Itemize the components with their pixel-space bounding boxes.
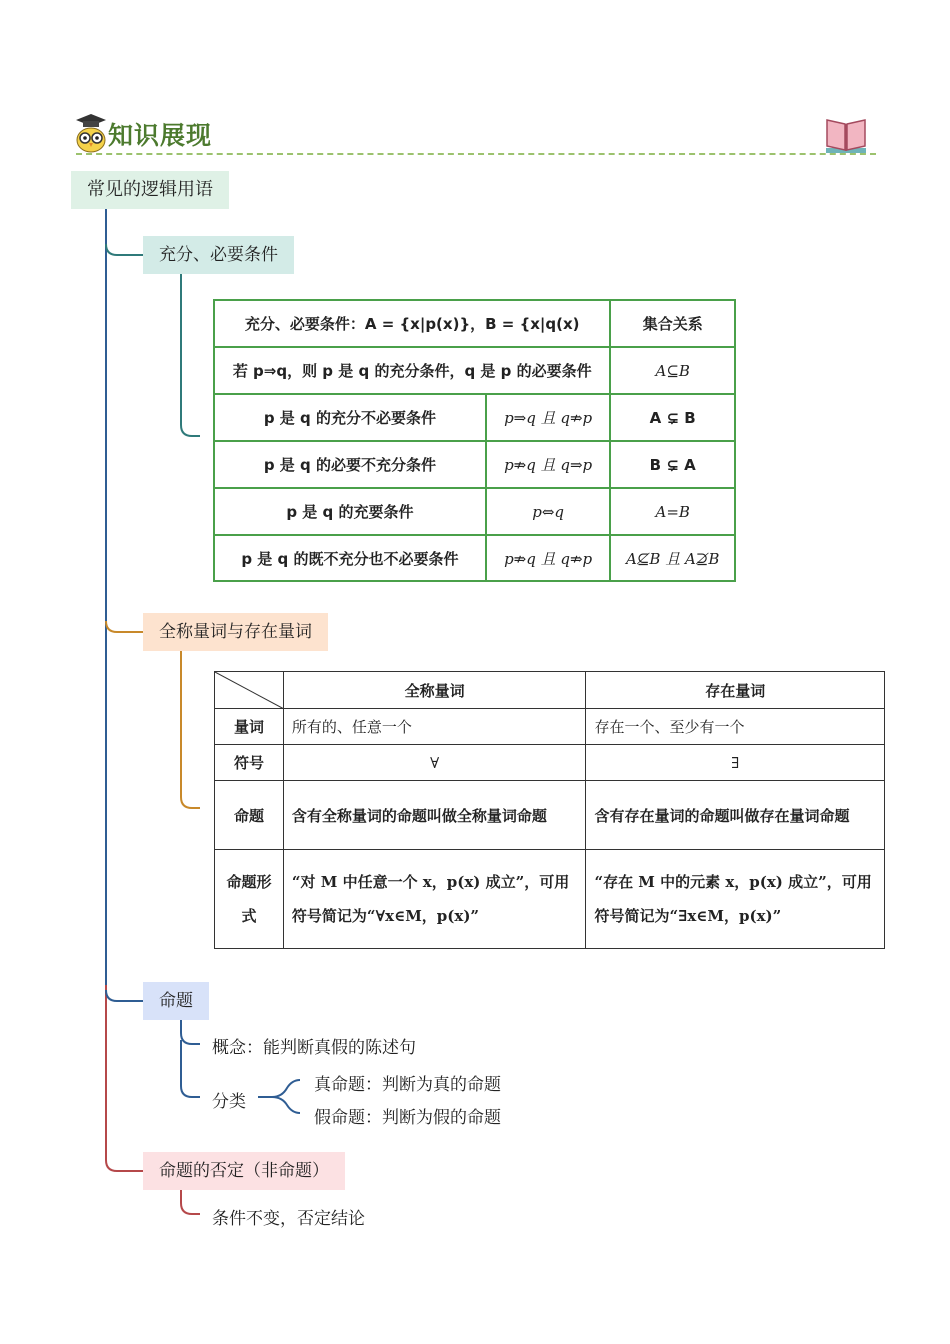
logic-relation: p⇏q 且 q⇒p — [486, 441, 611, 488]
table-header-row — [215, 672, 885, 709]
row-label: 命题 — [215, 781, 284, 850]
table-row — [215, 850, 885, 949]
existential-cell: ∃ — [586, 745, 885, 781]
condition-desc: p 是 q 的充要条件 — [214, 488, 486, 535]
set-relation: A⊈B 且 A⊉B — [610, 535, 735, 581]
universal-cell: ∀ — [283, 745, 586, 781]
branch-conditions: 充分、必要条件 — [143, 236, 294, 274]
table-row — [214, 347, 735, 394]
mindmap-root: 常见的逻辑用语 — [71, 171, 229, 209]
condition-desc: p 是 q 的既不充分也不必要条件 — [214, 535, 486, 581]
set-relation-header: 集合关系 — [610, 300, 735, 347]
section-title: 知识展现 — [108, 121, 213, 150]
diagonal-corner-cell — [215, 672, 284, 709]
column-existential: 存在量词 — [586, 672, 885, 709]
row-label: 符号 — [215, 745, 284, 781]
universal-cell: 含有全称量词的命题叫做全称量词命题 — [283, 781, 586, 850]
proposition-classify: 分类 — [212, 1092, 246, 1112]
set-relation: A=B — [610, 488, 735, 535]
condition-desc: 若 p⇒q，则 p 是 q 的充分条件，q 是 p 的必要条件 — [214, 347, 610, 394]
conditions-table — [213, 299, 736, 582]
table-row — [214, 394, 735, 441]
logic-relation: p⇒q 且 q⇏p — [486, 394, 611, 441]
branch-quantifiers: 全称量词与存在量词 — [143, 613, 328, 651]
table-row — [215, 709, 885, 745]
existential-cell: 存在一个、至少有一个 — [586, 709, 885, 745]
true-proposition: 真命题：判断为真的命题 — [314, 1075, 501, 1095]
branch-negation: 命题的否定（非命题） — [143, 1152, 345, 1190]
conditions-header-cell: 充分、必要条件：A = {x|p(x)}，B = {x|q(x) — [214, 300, 610, 347]
set-relation: B ⊊ A — [610, 441, 735, 488]
header-divider — [76, 153, 876, 155]
condition-desc: p 是 q 的充分不必要条件 — [214, 394, 486, 441]
table-row — [214, 488, 735, 535]
table-row — [214, 535, 735, 581]
false-proposition: 假命题：判断为假的命题 — [314, 1108, 501, 1128]
proposition-concept: 概念：能判断真假的陈述句 — [212, 1038, 416, 1058]
row-label: 量词 — [215, 709, 284, 745]
table-row — [215, 745, 885, 781]
table-header-row — [214, 300, 735, 347]
set-relation: A⊆B — [610, 347, 735, 394]
open-book-icon — [823, 114, 869, 156]
set-relation: A ⊊ B — [610, 394, 735, 441]
table-row — [214, 441, 735, 488]
logic-relation: p⇏q 且 q⇏p — [486, 535, 611, 581]
universal-cell: 所有的、任意一个 — [283, 709, 586, 745]
table-row — [215, 781, 885, 850]
negation-rule: 条件不变，否定结论 — [212, 1209, 365, 1229]
quantifier-table — [214, 671, 885, 949]
existential-cell: “存在 M 中的元素 x，p(x) 成立”，可用符号简记为“∃x∈M，p(x)” — [586, 850, 885, 949]
existential-cell: 含有存在量词的命题叫做存在量词命题 — [586, 781, 885, 850]
condition-desc: p 是 q 的必要不充分条件 — [214, 441, 486, 488]
row-label: 命题形式 — [215, 850, 284, 949]
diagonal-line — [215, 672, 284, 709]
logic-relation: p⇔q — [486, 488, 611, 535]
owl-scholar-icon — [74, 112, 108, 154]
branch-proposition: 命题 — [143, 982, 209, 1020]
column-universal: 全称量词 — [283, 672, 586, 709]
universal-cell: “对 M 中任意一个 x，p(x) 成立”，可用符号简记为“∀x∈M，p(x)” — [283, 850, 586, 949]
